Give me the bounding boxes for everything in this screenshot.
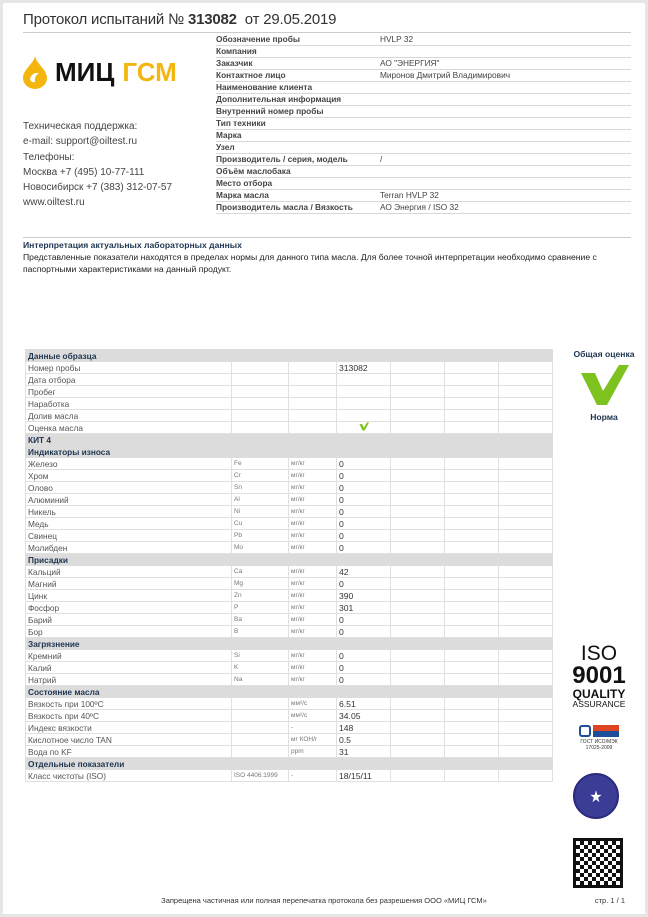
param-value: 0	[337, 482, 391, 494]
param-symbol	[232, 722, 289, 734]
info-label: Производитель / серия, модель	[216, 154, 348, 164]
param-unit	[289, 374, 337, 386]
param-unit: мг/кг	[289, 578, 337, 590]
param-name: Железо	[26, 458, 232, 470]
info-label: Марка	[216, 130, 242, 140]
info-value: Terran HVLP 32	[380, 190, 439, 200]
param-name: Цинк	[26, 590, 232, 602]
info-label: Заказчик	[216, 58, 253, 68]
param-unit: ppm	[289, 746, 337, 758]
param-value: 148	[337, 722, 391, 734]
param-symbol: B	[232, 626, 289, 638]
info-label: Наименование клиента	[216, 82, 313, 92]
table-row	[26, 410, 553, 422]
param-symbol: Ba	[232, 614, 289, 626]
param-unit: мм²/с	[289, 710, 337, 722]
info-row	[216, 70, 631, 82]
param-unit: мг/кг	[289, 530, 337, 542]
param-unit: мг/кг	[289, 458, 337, 470]
param-name: Бор	[26, 626, 232, 638]
table-row	[26, 374, 553, 386]
param-symbol: Si	[232, 650, 289, 662]
table-row	[26, 518, 553, 530]
info-row	[216, 82, 631, 94]
table-row	[26, 386, 553, 398]
qr-code	[573, 838, 623, 888]
param-value: 0	[337, 530, 391, 542]
table-row	[26, 722, 553, 734]
info-label: Узел	[216, 142, 235, 152]
info-label: Компания	[216, 46, 257, 56]
table-row	[26, 566, 553, 578]
check-icon	[579, 365, 629, 405]
param-value: 0	[337, 542, 391, 554]
info-row	[216, 58, 631, 70]
param-name: Молибден	[26, 542, 232, 554]
param-unit: мг КОН/г	[289, 734, 337, 746]
param-value	[337, 410, 391, 422]
info-row	[216, 202, 631, 214]
param-name: Номер пробы	[26, 362, 232, 374]
param-unit: мг/кг	[289, 470, 337, 482]
param-value: 0	[337, 494, 391, 506]
param-value: 0.5	[337, 734, 391, 746]
section-header: Присадки	[26, 554, 553, 566]
param-unit	[289, 386, 337, 398]
param-name: Пробег	[26, 386, 232, 398]
info-label: Дополнительная информация	[216, 94, 342, 104]
param-value: 0	[337, 662, 391, 674]
param-value: 42	[337, 566, 391, 578]
param-unit: мг/кг	[289, 614, 337, 626]
param-symbol	[232, 734, 289, 746]
table-row	[26, 458, 553, 470]
param-name: Оценка масла	[26, 422, 232, 434]
param-symbol	[232, 410, 289, 422]
section-header: Данные образца	[26, 350, 553, 362]
info-value: АО "ЭНЕРГИЯ"	[380, 58, 440, 68]
param-name: Вода по KF	[26, 746, 232, 758]
section-header: Состояние масла	[26, 686, 553, 698]
param-name: Натрий	[26, 674, 232, 686]
table-row	[26, 746, 553, 758]
param-unit: мг/кг	[289, 542, 337, 554]
table-row	[26, 698, 553, 710]
param-value: 18/15/11	[337, 770, 391, 782]
param-value: 31	[337, 746, 391, 758]
param-unit: мг/кг	[289, 518, 337, 530]
param-symbol	[232, 422, 289, 434]
param-value: 301	[337, 602, 391, 614]
param-name: Медь	[26, 518, 232, 530]
param-symbol	[232, 746, 289, 758]
protocol-date: 29.05.2019	[263, 11, 337, 28]
overall-assessment: Общая оценка Норма	[573, 349, 635, 422]
info-row	[216, 190, 631, 202]
param-value	[337, 386, 391, 398]
param-name: Олово	[26, 482, 232, 494]
param-symbol: Sn	[232, 482, 289, 494]
info-row	[216, 46, 631, 58]
info-value: Миронов Дмитрий Владимирович	[380, 70, 511, 80]
param-value: 390	[337, 590, 391, 602]
divider	[23, 32, 631, 33]
param-value: 0	[337, 506, 391, 518]
info-row	[216, 106, 631, 118]
param-symbol	[232, 710, 289, 722]
param-symbol: Ni	[232, 506, 289, 518]
param-value: 0	[337, 614, 391, 626]
table-row	[26, 578, 553, 590]
table-row	[26, 614, 553, 626]
table-row	[26, 602, 553, 614]
table-row	[26, 506, 553, 518]
param-value: 0	[337, 626, 391, 638]
page-number: стр. 1 / 1	[594, 896, 625, 905]
param-name: Класс чистоты (ISO)	[26, 770, 232, 782]
param-name: Свинец	[26, 530, 232, 542]
param-unit: мм²/с	[289, 698, 337, 710]
param-value: 313082	[337, 362, 391, 374]
param-name: Кальций	[26, 566, 232, 578]
param-symbol: Pb	[232, 530, 289, 542]
table-row	[26, 494, 553, 506]
param-value: 0	[337, 650, 391, 662]
info-label: Марка масла	[216, 190, 269, 200]
param-name: Индекс вязкости	[26, 722, 232, 734]
info-value: HVLP 32	[380, 34, 414, 44]
section-header: Загрязнение	[26, 638, 553, 650]
section-header: Отдельные показатели	[26, 758, 553, 770]
website-link[interactable]: www.oiltest.ru	[23, 197, 85, 209]
info-label: Объём маслобака	[216, 166, 291, 176]
param-name: Кремний	[26, 650, 232, 662]
param-symbol	[232, 698, 289, 710]
info-value: /	[380, 154, 383, 164]
support-email[interactable]: e-mail: support@oiltest.ru	[23, 136, 138, 148]
param-value: 6.51	[337, 698, 391, 710]
param-symbol	[232, 362, 289, 374]
param-name: Вязкость при 40ºC	[26, 710, 232, 722]
param-symbol: ISO 4406:1999	[232, 770, 289, 782]
table-row	[26, 470, 553, 482]
info-row	[216, 166, 631, 178]
interpretation-block: Интерпретация актуальных лабораторных данных Представленные показатели находятся в пределах нормы для данного типа масла. Для более точной интерпретации необходимо сравнение с паспортными характеристиками на данный продукт.	[23, 237, 631, 275]
param-name: Хром	[26, 470, 232, 482]
table-row	[26, 590, 553, 602]
table-row	[26, 650, 553, 662]
param-name: Наработка	[26, 398, 232, 410]
param-symbol: Ca	[232, 566, 289, 578]
info-row	[216, 94, 631, 106]
param-unit: -	[289, 722, 337, 734]
param-symbol: Na	[232, 674, 289, 686]
results-table	[25, 349, 553, 782]
info-row	[216, 178, 631, 190]
param-unit: мг/кг	[289, 494, 337, 506]
param-unit: мг/кг	[289, 590, 337, 602]
contacts-block: Техническая поддержка: e-mail: support@oiltest.ru Телефоны: Москва +7 (495) 10-77-111 Новосибирск +7 (383) 312-07-57 www.oiltest.ru	[23, 119, 172, 211]
section-header: КИТ 4	[26, 434, 553, 446]
param-value: 0	[337, 518, 391, 530]
oil-drop-icon	[23, 55, 47, 89]
gost-badge: ГОСТ ИСО/МЭК 17025-2009	[572, 725, 626, 751]
section-header: Индикаторы износа	[26, 446, 553, 458]
param-symbol	[232, 374, 289, 386]
param-name: Алюминий	[26, 494, 232, 506]
param-unit: мг/кг	[289, 674, 337, 686]
info-label: Производитель масла / Вязкость	[216, 202, 353, 212]
accreditation-seal: ★	[573, 773, 619, 819]
param-symbol	[232, 398, 289, 410]
param-symbol: P	[232, 602, 289, 614]
table-row	[26, 662, 553, 674]
param-symbol: Fe	[232, 458, 289, 470]
param-value	[337, 374, 391, 386]
iso-9001-badge: ISO 9001 QUALITY ASSURANCE	[572, 642, 626, 709]
table-row	[26, 542, 553, 554]
param-symbol: Cu	[232, 518, 289, 530]
info-label: Место отбора	[216, 178, 273, 188]
info-label: Тип техники	[216, 118, 266, 128]
param-value: 0	[337, 458, 391, 470]
param-unit	[289, 410, 337, 422]
param-symbol: Zn	[232, 590, 289, 602]
table-row	[26, 734, 553, 746]
param-value	[337, 398, 391, 410]
check-icon	[359, 422, 369, 431]
table-row	[26, 626, 553, 638]
table-row	[26, 710, 553, 722]
param-unit	[289, 422, 337, 434]
param-symbol: K	[232, 662, 289, 674]
page-title: Протокол испытаний № 313082 от 29.05.2019	[23, 11, 337, 28]
param-value	[337, 422, 391, 434]
param-name: Кислотное число TAN	[26, 734, 232, 746]
param-name: Никель	[26, 506, 232, 518]
table-row	[26, 398, 553, 410]
param-unit: мг/кг	[289, 566, 337, 578]
info-row	[216, 142, 631, 154]
param-name: Фосфор	[26, 602, 232, 614]
param-unit: мг/кг	[289, 626, 337, 638]
table-row	[26, 362, 553, 374]
param-symbol: Mo	[232, 542, 289, 554]
table-row	[26, 674, 553, 686]
param-name: Долив масла	[26, 410, 232, 422]
sample-info-table	[216, 34, 631, 214]
info-label: Обозначение пробы	[216, 34, 300, 44]
param-unit	[289, 362, 337, 374]
param-symbol: Mg	[232, 578, 289, 590]
param-name: Магний	[26, 578, 232, 590]
protocol-page	[3, 3, 645, 914]
param-value: 34.05	[337, 710, 391, 722]
info-value: АО Энергия / ISO 32	[380, 202, 459, 212]
param-unit: мг/кг	[289, 602, 337, 614]
info-row	[216, 130, 631, 142]
param-symbol	[232, 386, 289, 398]
info-row	[216, 154, 631, 166]
param-value: 0	[337, 578, 391, 590]
info-label: Внутренний номер пробы	[216, 106, 324, 116]
param-unit: мг/кг	[289, 662, 337, 674]
param-unit: -	[289, 770, 337, 782]
param-unit: мг/кг	[289, 506, 337, 518]
table-row	[26, 482, 553, 494]
table-row	[26, 530, 553, 542]
company-logo: МИЦ ГСМ	[23, 55, 177, 89]
footer-notice: Запрещена частичная или полная перепечатка протокола без разрешения ООО «МИЦ ГСМ»	[161, 896, 487, 905]
param-name: Барий	[26, 614, 232, 626]
protocol-number: 313082	[187, 11, 237, 28]
param-unit: мг/кг	[289, 650, 337, 662]
info-row	[216, 34, 631, 46]
param-name: Калий	[26, 662, 232, 674]
param-value: 0	[337, 674, 391, 686]
param-symbol: Al	[232, 494, 289, 506]
param-unit: мг/кг	[289, 482, 337, 494]
param-unit	[289, 398, 337, 410]
param-value: 0	[337, 470, 391, 482]
info-label: Контактное лицо	[216, 70, 286, 80]
info-row	[216, 118, 631, 130]
table-row	[26, 770, 553, 782]
param-symbol: Cr	[232, 470, 289, 482]
param-name: Вязкость при 100ºC	[26, 698, 232, 710]
param-name: Дата отбора	[26, 374, 232, 386]
table-row	[26, 422, 553, 434]
